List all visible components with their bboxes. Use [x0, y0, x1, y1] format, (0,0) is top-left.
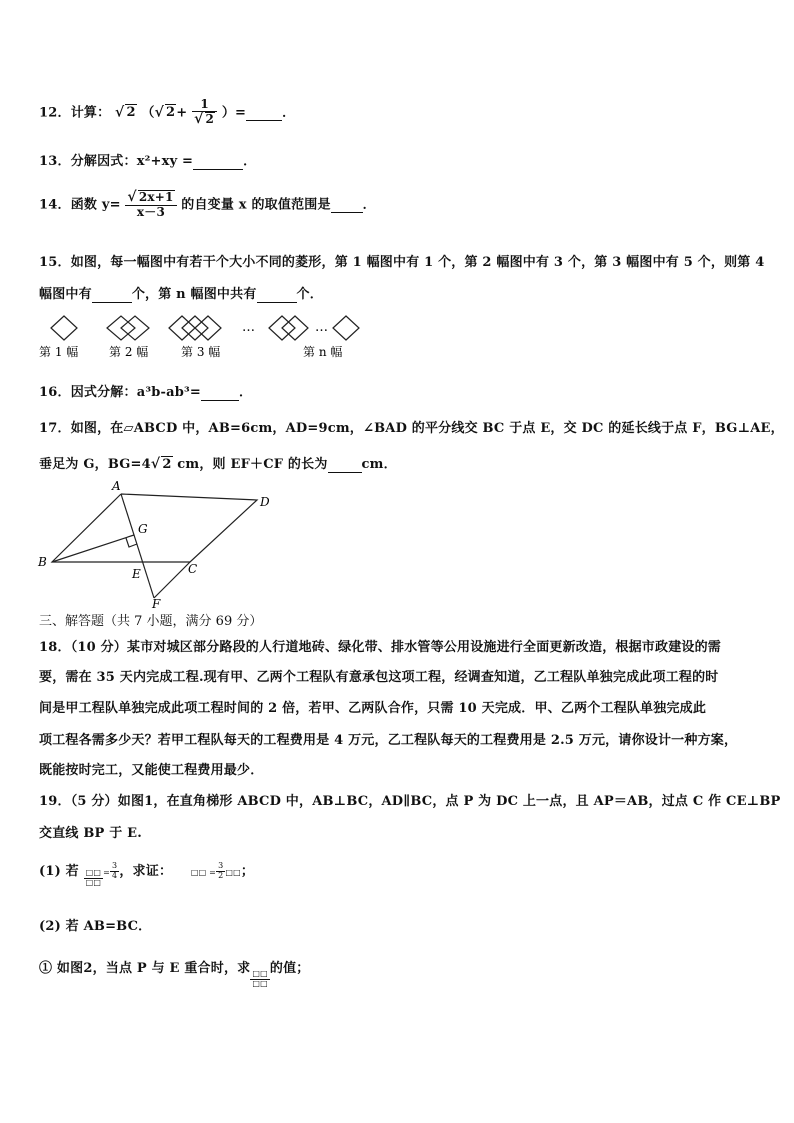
q19-p1-a: (1) 若: [39, 863, 79, 879]
q19-p1-k: [216, 862, 225, 881]
q12-fraction: $\frac{1}{√ 2}$: [192, 98, 217, 128]
question-12: 12．计算： √ 2 （√ 2+ $\frac{1}{√ 2}$ ）= ．: [39, 97, 296, 128]
q12-frac-den: 2: [205, 112, 215, 127]
question-19-part1: [39, 855, 254, 888]
q12-plus: +: [176, 105, 188, 121]
q19-p3-ratio: [250, 970, 270, 989]
question-16: [39, 381, 252, 401]
q12-frac-num: 1: [192, 98, 217, 112]
rhombus-dots-1: …: [242, 320, 255, 335]
q19-p1-value: [110, 862, 119, 881]
question-17-line2: 垂足为 G，BG=4√ 2 cm，则 EF＋CF 的长为 cm．: [39, 456, 397, 472]
fig-label-n: 第 n 幅: [303, 345, 343, 359]
question-19-line1: 19．（5 分）如图1，在直角梯形 ABCD 中，AB⊥BC，AD∥BC，点 P 为 DC 上一点，且 AP＝AB，过点 C 作 CE⊥BP: [39, 794, 781, 809]
q19-p1-ratio-den: □□: [85, 877, 102, 887]
q12-sqrt-b: 2: [166, 105, 176, 121]
question-19-line2: 交直线 BP 于 E.: [39, 826, 142, 841]
q19-p3-ratio-den: □□: [252, 978, 268, 988]
point-a-label: A: [112, 479, 121, 493]
q16-text: 16．因式分解：a³b-ab³=: [39, 385, 201, 400]
q17-line2-a: 垂足为 G，BG=: [39, 457, 142, 472]
q17-radicand: 2: [162, 457, 172, 472]
q13-end: ．: [243, 154, 257, 169]
q13-answer-blank: [193, 154, 243, 170]
rhombus-figure: [37, 312, 367, 362]
q14-frac-num: 2x+1: [138, 190, 174, 204]
question-13: [39, 150, 256, 170]
line-af: [121, 494, 154, 598]
q17-line2-c: cm．: [361, 457, 397, 472]
q15-line2-a: 幅图中有: [39, 287, 92, 302]
q19-p1-k-den: 2: [218, 870, 224, 880]
q19-p3-b: 的值；: [269, 960, 310, 976]
question-18-line4: 项工程各需多少天？若甲工程队每天的工程费用是 4 万元，乙工程队每天的工程费用是 2.5 万元，请你设计一种方案，: [39, 733, 738, 748]
q12-paren-open: （: [141, 105, 155, 121]
question-17-line1: 17．如图，在▱ABCD 中，AB=6cm，AD=9cm，∠BAD 的平分线交 BC 于点 E，交 DC 的延长线于点 F，BG⊥AE，: [39, 421, 784, 436]
question-15-line1: 15．如图，每一幅图中有若干个大小不同的菱形，第 1 幅图中有 1 个，第 2 幅图中有 3 个，第 3 幅图中有 5 个，则第 4: [39, 255, 765, 270]
q12-end: ．: [282, 105, 296, 121]
q12-sqrt-a: 2: [126, 105, 136, 121]
point-d-label: D: [260, 495, 270, 509]
question-18-line5: 既能按时完工，又能使工程费用最少．: [39, 763, 264, 778]
q17-answer-blank: [328, 457, 362, 473]
q17-line2-b: cm，则 EF＋CF 的长为: [172, 457, 328, 472]
section-3-title: 三、解答题（共 7 小题，满分 69 分）: [39, 614, 263, 629]
point-e-label: E: [132, 567, 141, 581]
q19-p1-value-num: 3: [112, 861, 118, 870]
q15-line2-b: 个，第 n 幅图中共有: [131, 287, 257, 302]
q14-end: ．: [362, 197, 376, 213]
q15-line2-c: 个．: [296, 287, 323, 302]
q12-label: 12．计算：: [39, 105, 111, 121]
q19-p1-k-num: 3: [218, 861, 224, 870]
q19-p1-lhs: □□ =: [190, 867, 217, 877]
fig-label-3: 第 3 幅: [181, 345, 221, 359]
q14-answer-blank: [331, 197, 363, 213]
q19-p3-a: ① 如图2，当点 P 与 E 重合时，求: [39, 960, 251, 976]
question-18-line2: 要，需在 35 天内完成工程.现有甲、乙两个工程队有意承包这项工程，经调查知道，乙工程队单独完成此项工程的时: [39, 670, 719, 685]
question-19-part2: (2) 若 AB=BC．: [39, 919, 152, 934]
q14-pre: 14．函数 y=: [39, 197, 121, 213]
line-bg: [52, 535, 134, 562]
question-18-line3: 间是甲工程队单独完成此项工程时间的 2 倍，若甲、乙两队合作，只需 10 天完成．甲、乙两个工程队单独完成此: [39, 701, 707, 716]
q12-answer-blank: [246, 105, 282, 121]
fig-label-2: 第 2 幅: [109, 345, 149, 359]
question-19-part3: [39, 948, 310, 989]
point-f-label: F: [152, 597, 161, 610]
point-c-label: C: [188, 562, 198, 576]
q14-fraction: $\frac{√ 2x+1}{x-3}$: [125, 190, 176, 220]
rhombus-nc: [333, 316, 359, 340]
rhombus-dots-2: …: [315, 320, 328, 335]
parallelogram-figure: [30, 478, 290, 610]
line-cf: [154, 562, 190, 598]
q19-p1-ratio-num: □□: [85, 868, 102, 877]
q14-post: 的自变量 x 的取值范围是: [181, 197, 331, 213]
q19-p3-ratio-num: □□: [252, 969, 268, 978]
q19-p1-eq: =: [103, 867, 111, 877]
rhombus-1: [51, 316, 77, 340]
q17-coef: 4: [141, 457, 151, 472]
q19-p1-value-den: 4: [112, 870, 118, 880]
question-14: [39, 190, 376, 220]
q15-blank-1: [92, 287, 132, 303]
q15-blank-2: [257, 287, 297, 303]
q13-text: 13．分解因式：x²+xy =: [39, 154, 194, 169]
q16-answer-blank: [201, 385, 239, 401]
q14-frac-den: x－3: [136, 205, 166, 220]
q19-p1-b: ，求证：: [119, 863, 173, 879]
q19-p1-rhs: □□: [225, 867, 241, 877]
q16-end: ．: [239, 385, 253, 400]
question-15-line2: [39, 283, 323, 303]
q12-paren-close: ）=: [221, 105, 247, 121]
point-g-label: G: [138, 522, 148, 536]
q19-p1-ratio: [84, 869, 104, 888]
point-b-label: B: [38, 555, 47, 569]
q19-p1-end: ；: [240, 863, 255, 879]
question-18-line1: 18．（10 分）某市对城区部分路段的人行道地砖、绿化带、排水管等公用设施进行全面更新改造，根据市政建设的需: [39, 640, 722, 655]
fig-label-1: 第 1 幅: [39, 345, 79, 359]
